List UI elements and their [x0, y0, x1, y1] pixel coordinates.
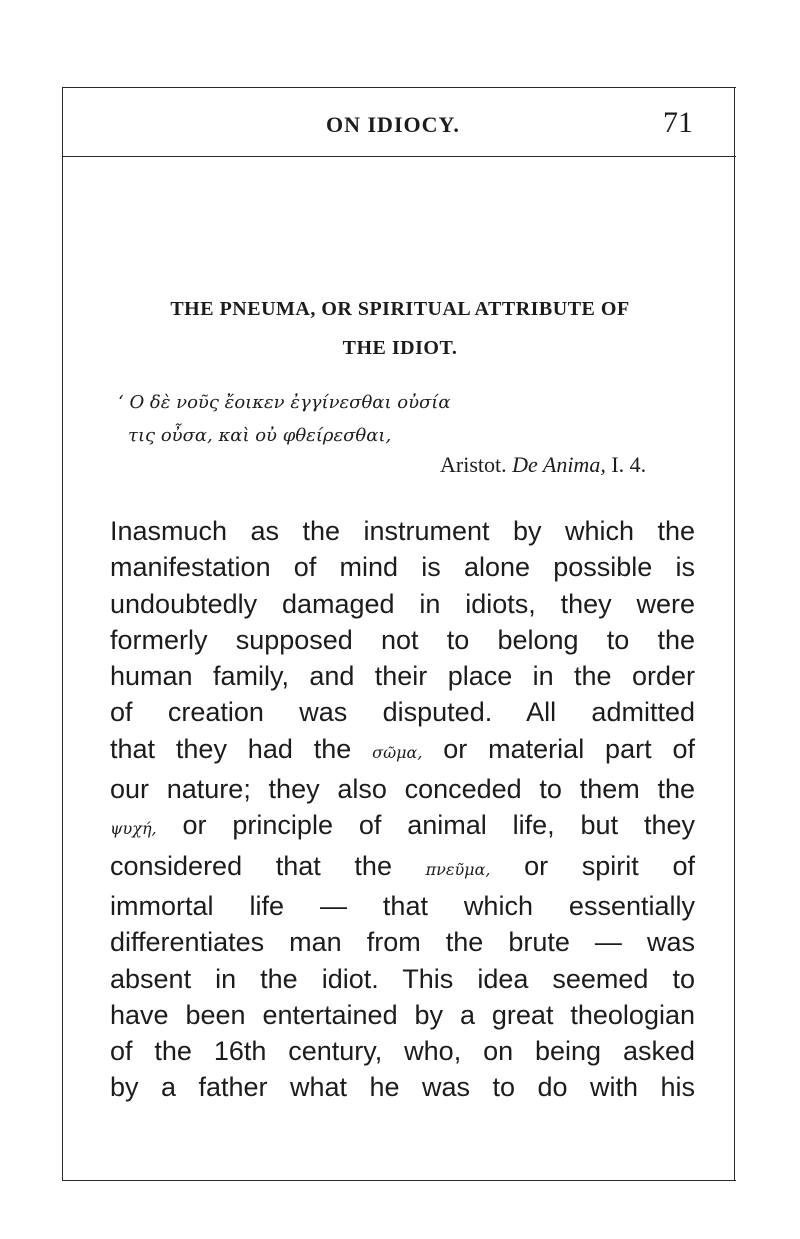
body-line: undoubtedly damaged in idiots, they were	[110, 588, 695, 619]
page-frame-left-rule	[62, 87, 63, 1180]
section-title-line-2: THE IDIOT.	[342, 337, 458, 359]
greek-word-pneuma: πνεῦμα,	[425, 859, 491, 879]
page-number: 71	[663, 106, 693, 139]
page-frame-right-rule	[734, 87, 735, 1180]
body-line: immortal life — that which essentially	[110, 890, 695, 921]
body-line: have been entertained by a great theologian	[110, 999, 695, 1030]
header-rule	[62, 156, 736, 157]
section-title-line-1: THE PNEUMA, OR SPIRITUAL ATTRIBUTE OF	[170, 298, 630, 320]
citation-reference: I. 4.	[611, 452, 647, 477]
page-frame-bottom-rule	[62, 1180, 736, 1181]
greek-word-psyche: ψυχή,	[110, 819, 157, 839]
citation-work: De Anima,	[512, 452, 606, 477]
body-line: of the 16th century, who, on being asked	[110, 1036, 695, 1067]
citation-author: Aristot.	[440, 452, 507, 477]
epigraph	[118, 386, 451, 452]
body-line: by a father what he was to do with his	[110, 1072, 695, 1103]
body-text-run: considered that the	[110, 850, 392, 881]
body-line: Inasmuch as the instrument by which the	[110, 516, 695, 546]
body-line: our nature; they also conceded to them the	[110, 774, 695, 805]
body-line	[110, 807, 695, 847]
body-line: absent in the idiot. This idea seemed to	[110, 963, 695, 994]
body-line: manifestation of mind is alone possible is	[110, 552, 695, 583]
epigraph-greek-line-2: τις οὖσα, καὶ οὐ φθείρεσθαι,	[128, 425, 392, 446]
body-line: formerly supposed not to belong to the	[110, 624, 695, 655]
body-text-run: or material part of	[443, 733, 695, 764]
body-line	[110, 731, 695, 771]
running-head: ON IDIOCY.	[326, 112, 460, 137]
epigraph-citation	[440, 452, 646, 478]
section-title	[100, 290, 700, 368]
body-text-run: or spirit of	[524, 850, 695, 881]
body-line	[110, 848, 695, 888]
body-line: differentiates man from the brute — was	[110, 927, 695, 958]
body-paragraph	[110, 513, 695, 1106]
body-line: human family, and their place in the order	[110, 661, 695, 692]
body-line: of creation was disputed. All admitted	[110, 697, 695, 728]
page-frame-top-rule	[62, 87, 736, 88]
greek-word-soma: σῶμα,	[372, 742, 423, 762]
body-text-run: that they had the	[110, 733, 352, 764]
body-text-run: or principle of animal life, but they	[182, 810, 695, 841]
epigraph-greek-line-1: ‘ Ο δὲ νοῦς ἔοικεν ἐγγίνεσθαι οὐσία	[118, 392, 451, 413]
